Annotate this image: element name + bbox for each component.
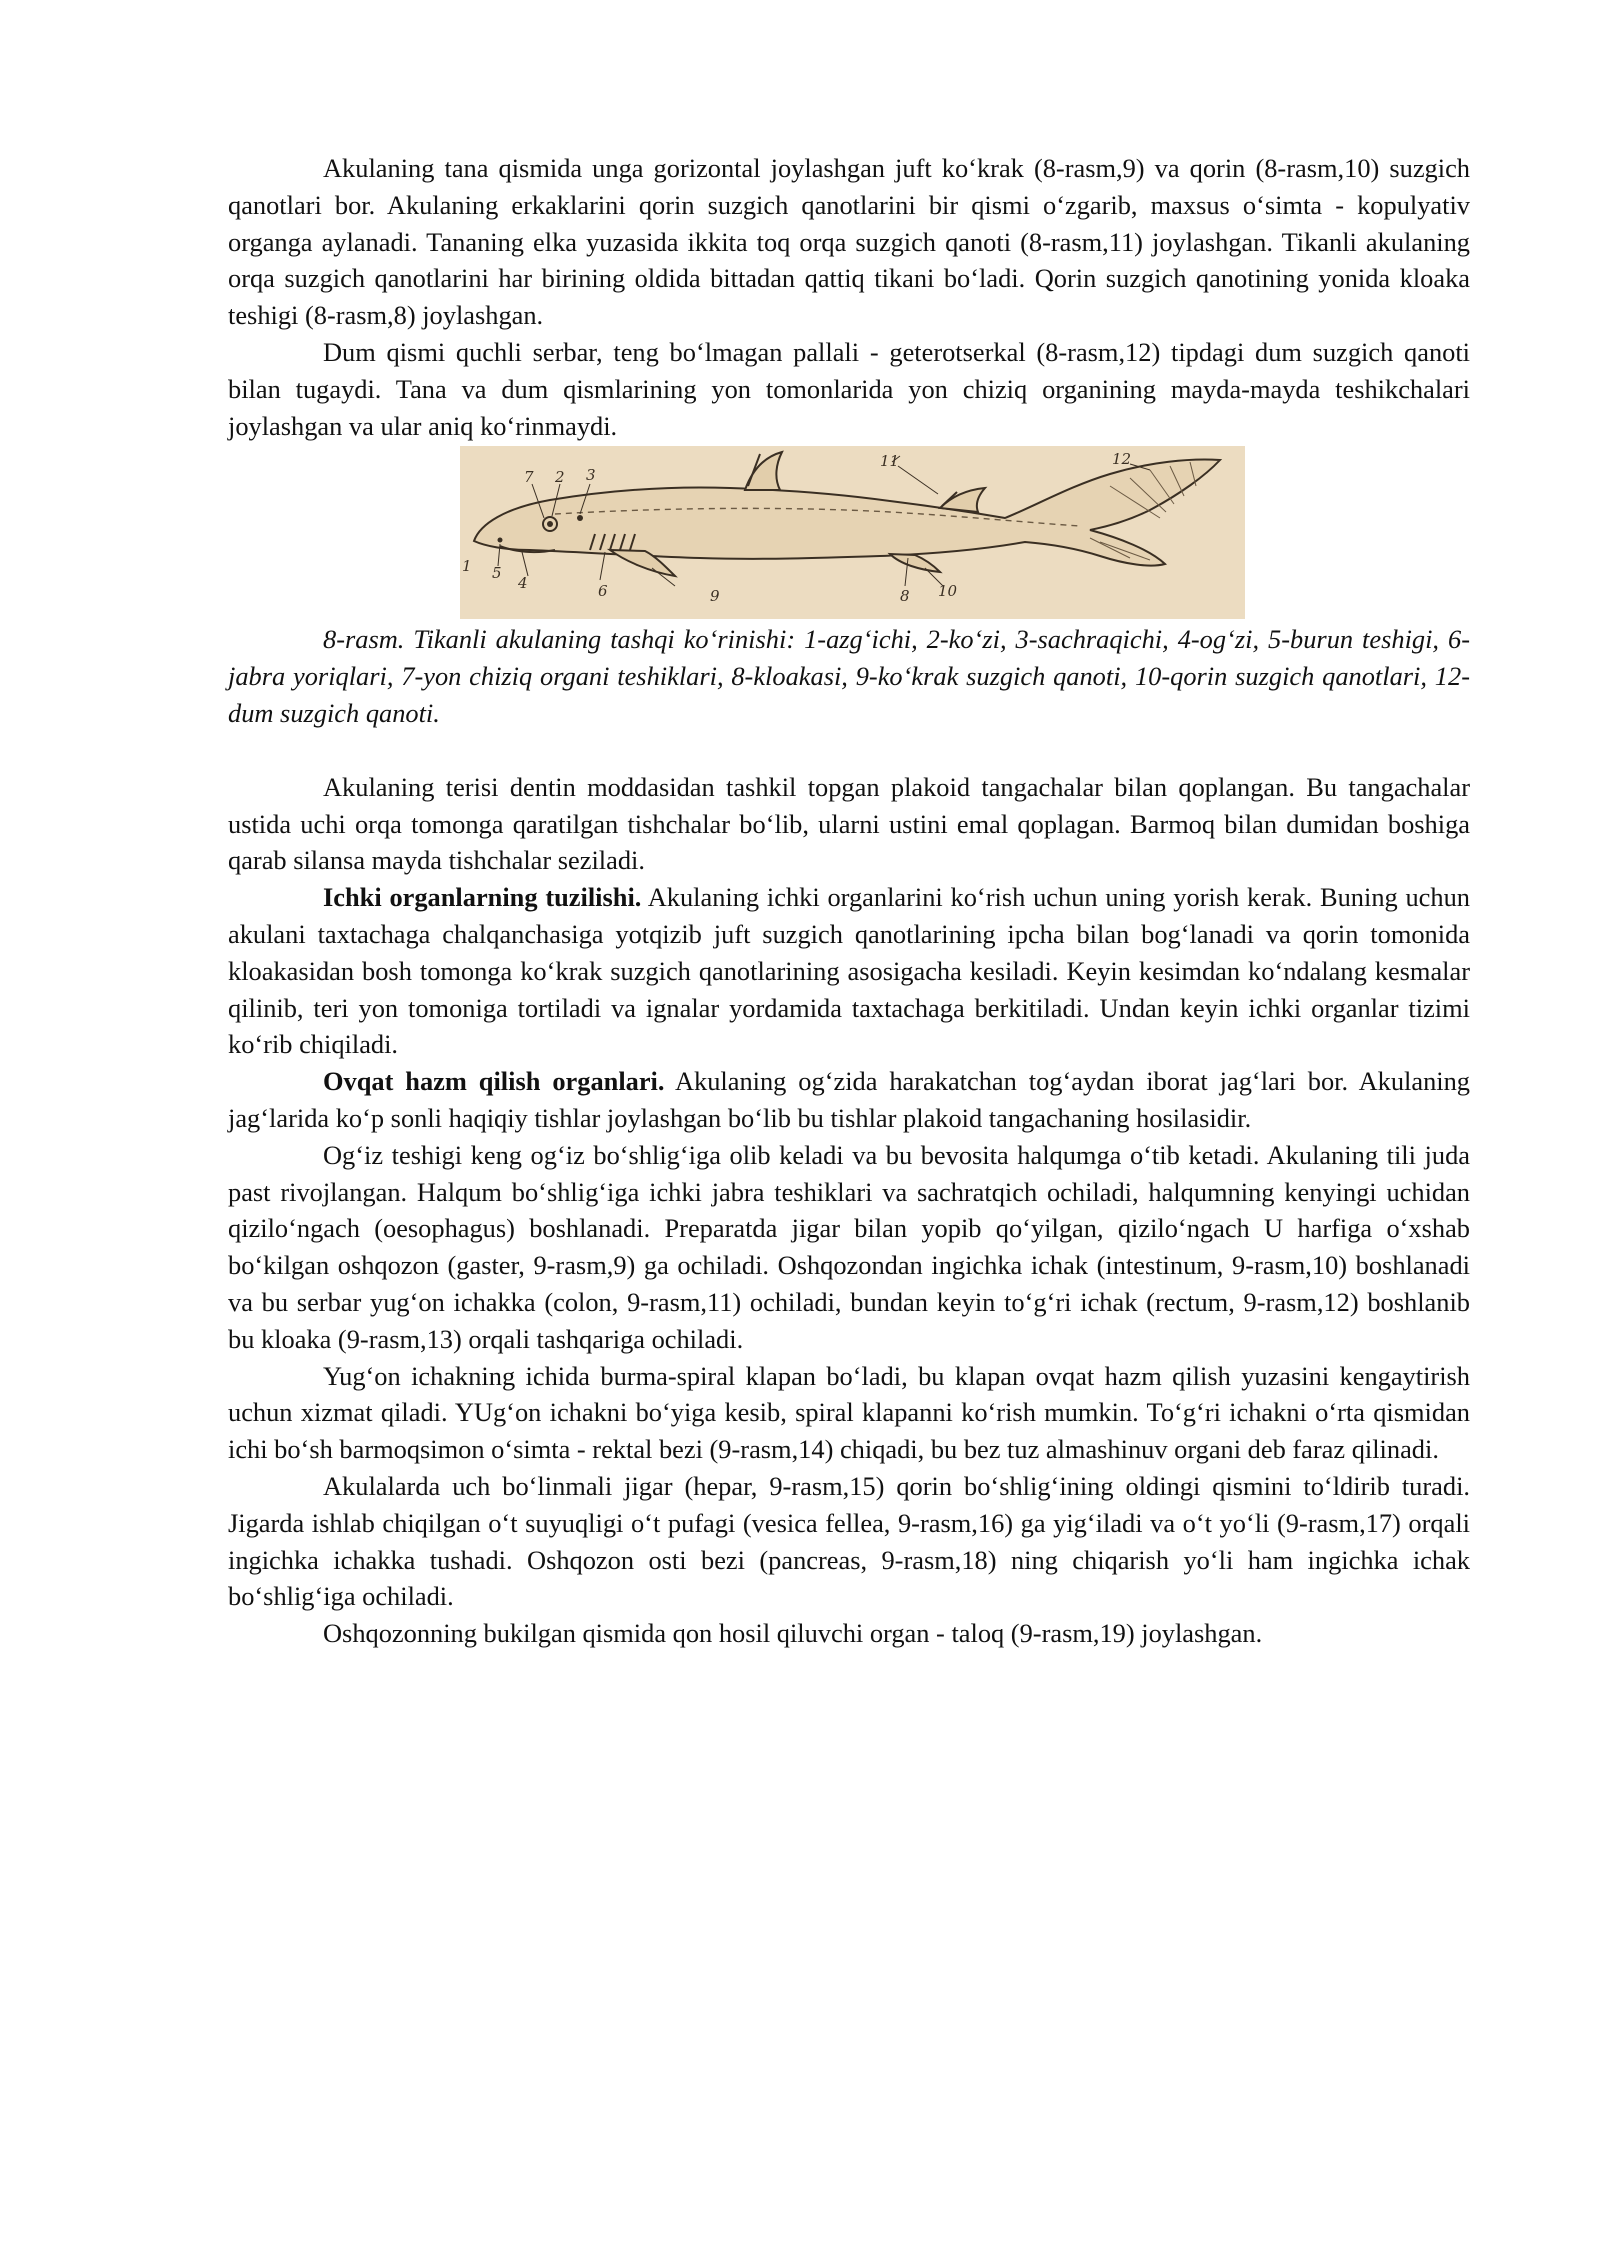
fig-label-1: 1 [462,557,472,576]
shark-figure [460,446,1245,619]
fig-label-11: 11 [880,452,900,471]
paragraph-tail: Dum qismi quchli serbar, teng bo‘lmagan pallali - geterotserkal (8-rasm,12) tipdagi dum suzgich qanoti bilan tugaydi. Tana va dum qismlarining yon tomonlarida yon chiziq organining mayda-mayda teshikchalari joylashgan va ular aniq ko‘rinmaydi. [228,336,1470,441]
document-page [228,150,1470,1652]
paragraph-digestive-organs [228,1063,1470,1137]
paragraph-skin: Akulaning terisi dentin moddasidan tashkil topgan plakoid tangachalar bilan qoplangan. Bu tangachalar ustida uchi orqa tomonga qaratilgan tishchalar bo‘lib, ularni ustini emal qoplagan. Barmoq bilan dumidan boshiga qarab silansa mayda tishchalar seziladi. [228,771,1470,876]
paragraph-internal-organs [228,879,1470,1063]
paragraph-liver: Akulalarda uch bo‘linmali jigar (hepar, 9-rasm,15) qorin bo‘shlig‘ining oldingi qismini to‘ldirib turadi. Jigarda ishlab chiqilgan o‘t suyuqligi o‘t pufagi (vesica fellea, 9-rasm,16) ga yig‘iladi va o‘t yo‘li (9-rasm,17) orqali ingichka ichakka tushadi. Oshqozon osti bezi (pancreas, 9-rasm,18) ning chiqarish yo‘li ham ingichka ichak bo‘shlig‘iga ochiladi. [228,1470,1470,1612]
fig-label-9: 9 [710,587,720,606]
fig-label-5: 5 [492,564,502,583]
dorsal-fin-1 [745,452,782,490]
spiracle [577,515,583,521]
fig-label-3: 3 [586,466,596,485]
fig-label-12: 12 [1112,450,1132,469]
text-digestive-organs: Akulaning og‘zida harakatchan tog‘aydan iborat jag‘lari bor. Akulaning jag‘larida ko‘p sonli haqiqiy tishlar joylashgan bo‘lib bu tishlar plakoid tangachaning hosilasidir. [228,1066,1470,1133]
fig-label-6: 6 [598,582,608,601]
fig-label-7: 7 [524,468,534,487]
pelvic-fin [890,554,940,572]
paragraph-colon: Yug‘on ichakning ichida burma-spiral klapan bo‘ladi, bu klapan ovqat hazm qilish yuzasini kengaytirish uchun xizmat qiladi. YUg‘on ichakni bo‘yiga kesib, spiral klapanni ko‘rish mumkin. To‘g‘ri ichakni o‘rta qismidan ichi bo‘sh barmoqsimon o‘simta - rektal bezi (9-rasm,14) chiqadi, bu bez tuz almashinuv organi deb faraz qilinadi. [228,1360,1470,1465]
paragraph-mouth: Og‘iz teshigi keng og‘iz bo‘shlig‘iga olib keladi va bu bevosita halqumga o‘tib ketadi. Akulaning tili juda past rivojlangan. Halqum bo‘shlig‘iga ichki jabra teshiklari va sachratqich ochiladi, halqumning kenyingi uchidan qizilo‘ngach (oesophagus) boshlanadi. Preparatda jigar bilan yopib qo‘yilgan, qizilo‘ngach U harfiga o‘xshab bo‘kilgan oshqozon (gaster, 9-rasm,9) ga ochiladi. Oshqozondan ingichka ichak (intestinum, 9-rasm,10) boshlanadi va bu serbar yug‘on ichakka (colon, 9-rasm,11) ochiladi, bundan keyin to‘g‘ri ichak (rectum, 9-rasm,12) boshlanib bu kloaka (9-rasm,13) orqali tashqariga ochiladi. [228,1139,1470,1354]
paragraph-fins: Akulaning tana qismida unga gorizontal joylashgan juft ko‘krak (8-rasm,9) va qorin (8-rasm,10) suzgich qanotlari bor. Akulaning erkaklarini qorin suzgich qanotlarini bir qismi o‘zgarib, maxsus o‘simta - kopulyativ organga aylanadi. Tananing elka yuzasida ikkita toq orqa suzgich qanoti (8-rasm,11) joylashgan. Tikanli akulaning orqa suzgich qanotlarini har birining oldida bittadan qattiq tikani bo‘ladi. Qorin suzgich qanotining yonida kloaka teshigi (8-rasm,8) joylashgan. [228,153,1470,331]
paragraph-spleen: Oshqozonning bukilgan qismida qon hosil qiluvchi organ - taloq (9-rasm,19) joylashgan. [323,1618,1263,1649]
fig-label-8: 8 [900,587,910,606]
figure-caption: 8-rasm. Tikanli akulaning tashqi ko‘rinishi: 1-azg‘ichi, 2-ko‘zi, 3-sachraqichi, 4-og‘zi, 5-burun teshigi, 6-jabra yoriqlari, 7-yon chiziq organi teshiklari, 8-kloakasi, 9-ko‘krak suzgich qanoti, 10-qorin suzgich qanotlari, 12-dum suzgich qanoti. [228,624,1470,728]
heading-internal-organs: Ichki organlarning tuzilishi. [323,882,642,913]
heading-digestive-organs: Ovqat hazm qilish organlari. [323,1066,665,1097]
nostril [498,538,503,543]
dorsal-fin-2 [940,488,985,512]
text-internal-organs: Akulaning ichki organlarini ko‘rish uchun uning yorish kerak. Buning uchun akulani taxtachaga chalqanchasiga yotqizib juft suzgich qanotlarining ipcha bilan bog‘lanadi va qorin tomonida kloakasidan bosh tomonga ko‘krak suzgich qanotlarining asosigacha kesiladi. Keyin kesimdan ko‘ndalang kesmalar qilinib, teri yon tomoniga tortiladi va ignalar yordamida taxtachaga berkitiladi. Undan keyin ichki organlar tizimi ko‘rib chiqiladi. [228,882,1470,1060]
fig-label-10: 10 [938,582,958,601]
fig-label-2: 2 [555,468,565,487]
shark-illustration [460,446,1245,619]
spacer [228,732,1470,769]
fig-label-4: 4 [518,574,528,593]
